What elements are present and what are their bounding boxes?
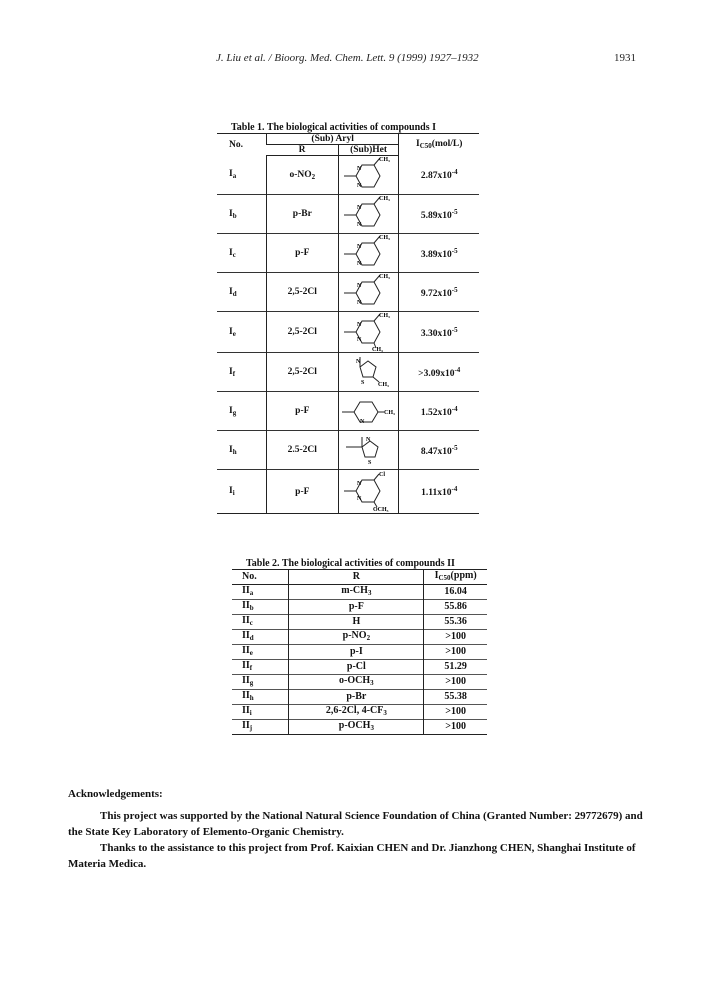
compound-number: $II_g$ <box>232 675 289 690</box>
ic50-value: $1.52x10^{-4}$ <box>399 392 479 431</box>
substituent: p-F <box>289 600 424 615</box>
compound-number: $I_a$ <box>229 169 237 181</box>
ic50-value: $9.72x10^{-5}$ <box>399 273 479 312</box>
acknowledgements-paragraph-funding: This project was supported by the National Natural Science Foundation of China (Granted Number: 29772679) and the State Key Laboratory of Elemento-Organic Chemistry. <box>68 810 643 838</box>
substituent: p-F <box>266 392 338 431</box>
table1 <box>217 133 479 514</box>
table-row <box>232 585 487 600</box>
compound-number: $II_i$ <box>232 705 289 720</box>
table-row <box>217 312 479 353</box>
compound-number: $II_e$ <box>232 645 289 660</box>
substituent: 2.5-2Cl <box>266 431 338 470</box>
pyrimidine-structure-icon <box>338 234 399 273</box>
ic50-value: $8.47x10^{-5}$ <box>399 431 479 470</box>
compound-number: $II_a$ <box>232 585 289 600</box>
ic50-value: $1.11x10^{-4}$ <box>399 470 479 514</box>
table-row <box>232 690 487 705</box>
thiazole-structure-icon <box>338 431 399 470</box>
compound-number: $I_d$ <box>229 286 237 298</box>
compound-number: $II_h$ <box>232 690 289 705</box>
table-row <box>232 600 487 615</box>
methylthiazole-structure-icon <box>338 353 399 392</box>
compound-number: $I_b$ <box>229 208 237 220</box>
substituent: $p-OCH_3$ <box>289 720 424 735</box>
table2-header-r: R <box>289 570 424 585</box>
table-row <box>217 431 479 470</box>
ic50-value: $2.87x10^{-4}$ <box>399 156 479 195</box>
ic50-value: $5.89x10^{-5}$ <box>399 195 479 234</box>
substituent: 2,5-2Cl <box>266 312 338 353</box>
pyrimidine-structure-icon <box>338 195 399 234</box>
ic50-value: >100 <box>445 721 466 732</box>
substituent: 2,5-2Cl <box>266 353 338 392</box>
table-row <box>217 353 479 392</box>
table1-header-ic50: $I_{C50}(mol/L)$ <box>399 134 479 156</box>
ic50-value: $3.89x10^{-5}$ <box>399 234 479 273</box>
compound-number: $II_b$ <box>232 600 289 615</box>
compound-number: $II_c$ <box>232 615 289 630</box>
substituent: p-I <box>289 645 424 660</box>
journal-citation: J. Liu et al. / Bioorg. Med. Chem. Lett. 9 (1999) 1927–1932 <box>216 52 479 64</box>
substituent: H <box>289 615 424 630</box>
substituent: $p-NO_2$ <box>289 630 424 645</box>
table-row <box>232 705 487 720</box>
table1-header-no: No. <box>217 134 266 156</box>
compound-number: $II_j$ <box>232 720 289 735</box>
table1-header-sub-aryl: (Sub) Aryl <box>266 134 399 145</box>
compound-number: $I_f$ <box>229 366 236 378</box>
table2 <box>232 569 487 735</box>
table1-header-r: R <box>266 145 338 156</box>
ic50-value: >100 <box>445 706 466 717</box>
table2-header-no: No. <box>232 570 289 585</box>
table-row <box>217 234 479 273</box>
acknowledgements-paragraph-thanks: Thanks to the assistance to this project from Prof. Kaixian CHEN and Dr. Jianzhong CHEN, Shanghai Institute of Materia Medica. <box>68 842 636 870</box>
table-row <box>232 675 487 690</box>
compound-number: $I_e$ <box>229 326 236 338</box>
substituent: p-F <box>266 234 338 273</box>
pyrimidine-structure-icon <box>338 156 399 195</box>
table-row <box>232 720 487 735</box>
table1-caption: Table 1. The biological activities of compounds I <box>231 122 437 133</box>
table-row <box>217 156 479 195</box>
methylpyridine-structure-icon <box>338 392 399 431</box>
table-row <box>217 195 479 234</box>
ic50-value: 55.86 <box>444 601 467 612</box>
table-row <box>217 392 479 431</box>
table-row <box>232 630 487 645</box>
table2-caption: Table 2. The biological activities of compounds II <box>246 558 455 569</box>
acknowledgements-heading: Acknowledgements: <box>68 788 163 800</box>
ic50-value: 55.36 <box>444 616 467 627</box>
substituent: $o-NO_2$ <box>266 156 338 195</box>
compound-number: $I_h$ <box>229 444 237 456</box>
table-row <box>217 470 479 514</box>
page-number: 1931 <box>614 52 636 64</box>
pyrimidine-structure-icon <box>338 273 399 312</box>
compound-number: $II_d$ <box>232 630 289 645</box>
table-row <box>232 645 487 660</box>
ic50-value: $3.30x10^{-5}$ <box>399 312 479 353</box>
table-row <box>232 615 487 630</box>
table2-header-ic50: $I_{C50}(ppm)$ <box>424 570 487 585</box>
dimethylpyrimidine-structure-icon <box>338 312 399 353</box>
substituent: p-Cl <box>289 660 424 675</box>
substituent: 2,6-2Cl, $4-CF_3$ <box>289 705 424 720</box>
substituent: p-Br <box>289 690 424 705</box>
table-row <box>232 660 487 675</box>
ic50-value: >100 <box>445 646 466 657</box>
compound-number: $I_c$ <box>229 247 236 259</box>
compound-number: $I_g$ <box>229 405 237 417</box>
ic50-value: >100 <box>445 676 466 687</box>
substituent: 2,5-2Cl <box>266 273 338 312</box>
ic50-value: 16.04 <box>444 586 467 597</box>
substituent: $o-OCH_3$ <box>289 675 424 690</box>
table-row <box>217 273 479 312</box>
substituent: p-Br <box>266 195 338 234</box>
ic50-value: >100 <box>445 631 466 642</box>
table1-header-sub-het: (Sub)Het <box>338 145 399 156</box>
running-header <box>0 52 711 68</box>
substituent: p-F <box>266 470 338 514</box>
substituent: $m-CH_3$ <box>289 585 424 600</box>
ic50-value: 51.29 <box>444 661 467 672</box>
compound-number: $II_f$ <box>232 660 289 675</box>
ic50-value: $>3.09x10^{-4}$ <box>399 353 479 392</box>
chloro-methoxypyrimidine-structure-icon <box>338 470 399 514</box>
compound-number: $I_i$ <box>229 486 235 497</box>
ic50-value: 55.38 <box>444 691 467 702</box>
